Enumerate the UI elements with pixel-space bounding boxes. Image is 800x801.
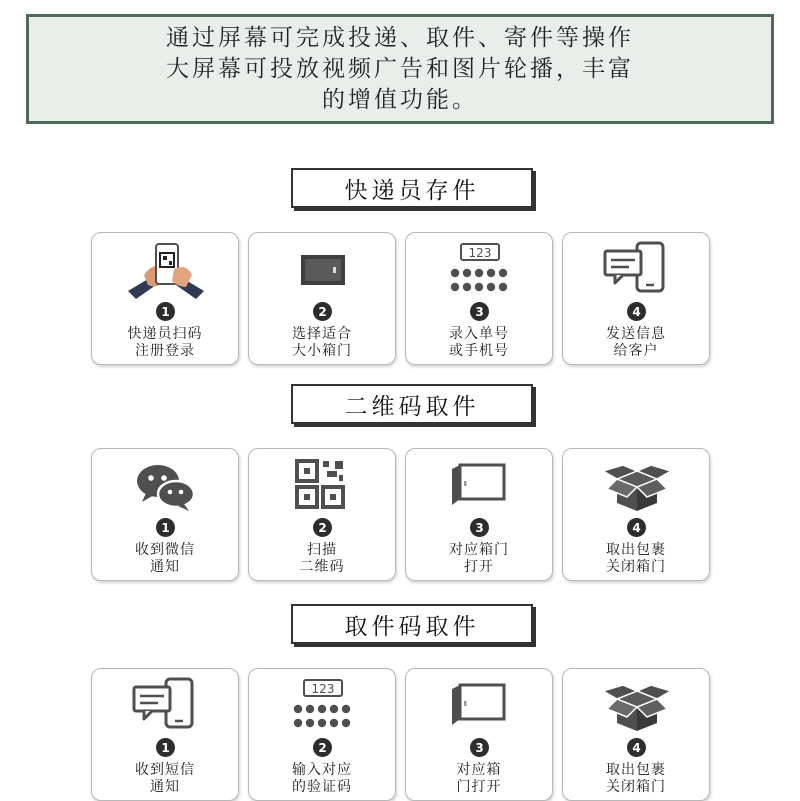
step-label-line: 的验证码 [292, 779, 352, 795]
step-label [249, 762, 395, 796]
step-label [92, 762, 238, 796]
step-label-line: 关闭箱门 [606, 779, 666, 795]
step-label-line: 注册登录 [135, 343, 195, 359]
step-label-line: 大小箱门 [292, 343, 352, 359]
step-card [91, 232, 239, 365]
step-label-line: 输入对应 [292, 762, 352, 778]
section-title: 快递员存件 [291, 168, 533, 208]
step-label-line: 对应箱门 [449, 542, 509, 558]
step-card [405, 232, 553, 365]
section-title: 取件码取件 [291, 604, 533, 644]
hand-phone-qr-icon [126, 241, 206, 303]
step-label-line: 取出包裹 [606, 762, 666, 778]
step-label-line: 打开 [464, 559, 494, 575]
step-label [406, 762, 552, 796]
step-card [248, 448, 396, 581]
step-label-line: 二维码 [299, 559, 345, 575]
step-label [563, 542, 709, 576]
open-door-icon [440, 677, 520, 739]
step-label-line: 通知 [150, 779, 180, 795]
keypad-icon [283, 677, 363, 739]
step-card [405, 668, 553, 801]
step-label-line: 选择适合 [292, 326, 352, 342]
step-number-badge: 2 [313, 738, 332, 757]
intro-line: 大屏幕可投放视频广告和图片轮播，丰富 [166, 55, 634, 82]
step-card [562, 668, 710, 801]
section-title: 二维码取件 [291, 384, 533, 424]
step-card [248, 668, 396, 801]
step-card [248, 232, 396, 365]
step-label-line: 收到微信 [135, 542, 195, 558]
step-label-line: 取出包裹 [606, 542, 666, 558]
step-label-line: 收到短信 [135, 762, 195, 778]
step-label-line: 通知 [150, 559, 180, 575]
step-number-badge: 4 [627, 518, 646, 537]
svg-text:123: 123 [468, 246, 492, 260]
step-label [406, 542, 552, 576]
keypad-icon [440, 241, 520, 303]
step-card [405, 448, 553, 581]
step-label-line: 给客户 [613, 343, 659, 359]
step-label-line: 对应箱 [456, 762, 502, 778]
step-number-badge: 3 [470, 302, 489, 321]
phone-message-icon [126, 677, 206, 739]
step-card [91, 668, 239, 801]
wechat-icon [126, 457, 206, 519]
intro-line: 通过屏幕可完成投递、取件、寄件等操作 [166, 24, 634, 51]
step-label [249, 326, 395, 360]
step-label-line: 关闭箱门 [606, 559, 666, 575]
step-label [92, 542, 238, 576]
open-package-icon [597, 677, 677, 739]
step-label-line: 或手机号 [449, 343, 509, 359]
intro-box [26, 14, 774, 124]
step-label-line: 发送信息 [606, 326, 666, 342]
step-label-line: 录入单号 [449, 326, 509, 342]
step-label [406, 326, 552, 360]
step-number-badge: 1 [156, 518, 175, 537]
step-number-badge: 3 [470, 738, 489, 757]
svg-text:123: 123 [311, 682, 335, 696]
step-label [563, 326, 709, 360]
step-number-badge: 2 [313, 302, 332, 321]
step-label-line: 快递员扫码 [127, 326, 203, 342]
step-card [562, 448, 710, 581]
step-card [562, 232, 710, 365]
step-number-badge: 1 [156, 302, 175, 321]
step-number-badge: 2 [313, 518, 332, 537]
locker-box-icon [283, 241, 363, 303]
step-label [249, 542, 395, 576]
phone-message-icon [597, 241, 677, 303]
step-number-badge: 3 [470, 518, 489, 537]
qr-code-icon [283, 457, 363, 519]
step-label-line: 扫描 [307, 542, 337, 558]
step-label [92, 326, 238, 360]
step-number-badge: 1 [156, 738, 175, 757]
step-card [91, 448, 239, 581]
open-package-icon [597, 457, 677, 519]
step-label [563, 762, 709, 796]
step-label-line: 门打开 [456, 779, 502, 795]
intro-line: 的增值功能。 [322, 86, 478, 113]
step-number-badge: 4 [627, 738, 646, 757]
open-door-icon [440, 457, 520, 519]
step-number-badge: 4 [627, 302, 646, 321]
